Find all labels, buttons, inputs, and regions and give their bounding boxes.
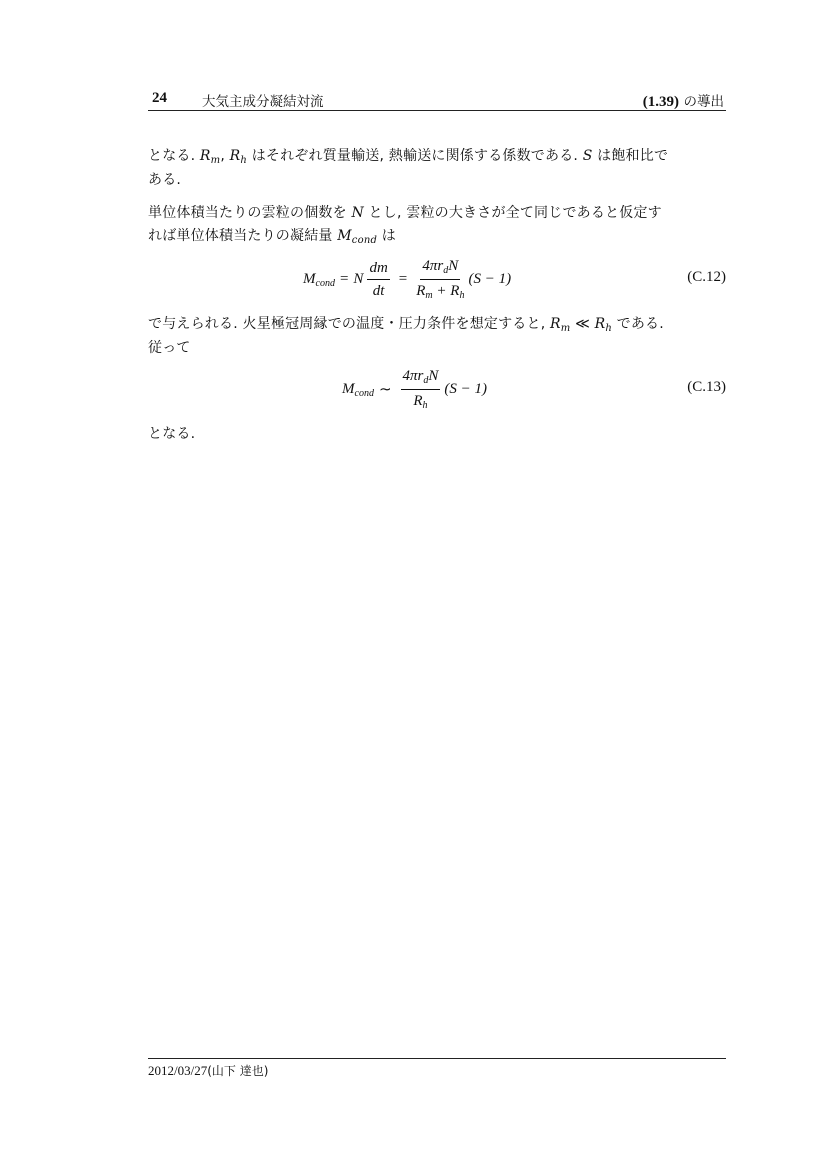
equation-body: $M_{cond}$ ∼ $\frac{4\pi r_dN}{R_h}$ (S − 1) xyxy=(342,367,488,411)
fraction-rate: $\frac{4\pi r_dN}{R_h}$ xyxy=(402,367,439,411)
footer xyxy=(148,1062,268,1079)
math-rm: $R_m$ xyxy=(199,148,221,166)
paragraph-1 xyxy=(148,145,726,192)
equation-number: (C.13) xyxy=(687,379,726,395)
paragraph-3 xyxy=(148,313,726,360)
footer-date: 2012/03/27 xyxy=(148,1063,208,1078)
equation-c13 xyxy=(148,364,726,414)
text: , xyxy=(220,148,230,164)
paragraph-4: となる. xyxy=(148,426,196,442)
math-rh: $R_h$ xyxy=(594,316,612,334)
paragraph-2 xyxy=(148,202,726,249)
text: となる. xyxy=(148,148,200,164)
text: は飽和比で xyxy=(592,148,669,164)
math-s: S xyxy=(582,148,593,164)
equation-number: (C.12) xyxy=(687,269,726,285)
text: はそれぞれ質量輸送, 熱輸送に関係する係数である. xyxy=(247,148,583,164)
text: れば単位体積当たりの凝結量 xyxy=(148,228,338,244)
footer-rule xyxy=(148,1058,726,1059)
math-n: N xyxy=(351,205,364,221)
section-ref: (1.39) xyxy=(642,94,680,110)
text: 従って xyxy=(148,340,191,356)
document-page xyxy=(148,0,726,1169)
math-rh: $R_h$ xyxy=(229,148,248,166)
header-rule xyxy=(148,110,726,111)
text: ある. xyxy=(148,172,182,188)
chapter-title: 大気主成分凝結対流 xyxy=(202,94,324,110)
math-mcond: $M_{cond}$ xyxy=(337,228,378,246)
fraction-dm-dt: $\frac{dm}{dt}$ xyxy=(369,259,388,299)
text: 単位体積当たりの雲粒の個数を xyxy=(148,205,352,221)
section-title-text: の導出 xyxy=(683,94,724,110)
text: である. xyxy=(612,316,664,332)
equation-c12 xyxy=(148,254,726,304)
text: とし, 雲粒の大きさが全て同じであると仮定す xyxy=(363,205,662,221)
page-number: 24 xyxy=(152,90,167,106)
footer-author: (山下 達也) xyxy=(207,1064,269,1078)
fraction-rate: $\frac{4\pi r_dN}{R_m + R_h}$ xyxy=(416,257,465,301)
math-rm: $R_m$ xyxy=(550,316,571,334)
running-header xyxy=(148,88,726,110)
equation-body: $M_{cond}$ = N $\frac{dm}{dt}$ = $\frac{4\pi r_dN}{R_m + R_h}$ (S − 1) xyxy=(303,257,512,301)
text: は xyxy=(377,228,396,244)
text: ≪ xyxy=(570,316,595,332)
text: で与えられる. 火星極冠周縁での温度・圧力条件を想定すると, xyxy=(148,316,550,332)
section-title xyxy=(643,90,724,111)
